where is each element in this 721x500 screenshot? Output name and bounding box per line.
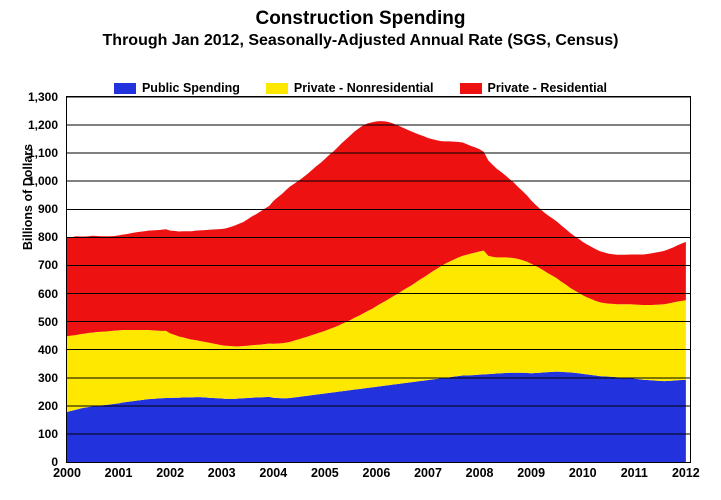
x-tick-label: 2005 bbox=[310, 466, 339, 480]
y-axis-labels bbox=[0, 90, 62, 469]
legend-swatch-nonresidential bbox=[266, 83, 288, 94]
y-tick-label: 500 bbox=[37, 314, 58, 329]
y-tick-label: 1,100 bbox=[27, 146, 58, 161]
chart-title: Construction Spending bbox=[255, 8, 466, 29]
y-tick-label: 800 bbox=[37, 230, 58, 245]
x-tick-label: 2007 bbox=[414, 466, 442, 480]
y-tick-label: 600 bbox=[37, 286, 58, 301]
chart-legend bbox=[0, 82, 721, 95]
chart-subtitle: Through Jan 2012, Seasonally-Adjusted Annual Rate (SGS, Census) bbox=[102, 32, 619, 49]
legend-swatch-public bbox=[114, 83, 136, 94]
plot-area bbox=[66, 96, 691, 463]
y-tick-label: 700 bbox=[37, 258, 58, 273]
x-tick-label: 2008 bbox=[465, 466, 494, 480]
x-tick-label: 2012 bbox=[671, 466, 700, 480]
x-tick-label: 2010 bbox=[568, 466, 597, 480]
y-tick-label: 1,000 bbox=[27, 174, 58, 189]
x-tick-label: 2006 bbox=[362, 466, 391, 480]
legend-label-public: Public Spending bbox=[141, 81, 240, 95]
x-tick-label: 2004 bbox=[259, 466, 288, 480]
x-tick-label: 2003 bbox=[207, 466, 236, 480]
y-tick-label: 400 bbox=[37, 342, 58, 357]
x-tick-label: 2002 bbox=[156, 466, 185, 480]
y-tick-label: 300 bbox=[37, 370, 58, 385]
legend-label-residential: Private - Residential bbox=[487, 81, 608, 95]
x-tick-label: 2000 bbox=[53, 466, 81, 480]
y-tick-label: 1,200 bbox=[27, 118, 58, 133]
x-tick-label: 2001 bbox=[104, 466, 133, 480]
x-tick-label: 2011 bbox=[620, 466, 648, 480]
y-axis-title: Billions of Dollars bbox=[21, 143, 35, 251]
legend-swatch-residential bbox=[460, 83, 482, 94]
legend-item-residential bbox=[460, 82, 608, 95]
x-axis-labels bbox=[53, 466, 700, 488]
y-tick-label: 1,300 bbox=[27, 90, 58, 104]
legend-item-public bbox=[114, 82, 240, 95]
y-tick-label: 100 bbox=[37, 426, 58, 441]
y-tick-label: 900 bbox=[37, 202, 58, 217]
stacked-area-svg bbox=[67, 97, 690, 462]
y-tick-label: 200 bbox=[37, 398, 58, 413]
y-tick-label: 0 bbox=[51, 455, 58, 469]
x-tick-label: 2009 bbox=[517, 466, 546, 480]
legend-label-nonresidential: Private - Nonresidential bbox=[293, 81, 434, 95]
legend-item-nonresidential bbox=[266, 82, 434, 95]
